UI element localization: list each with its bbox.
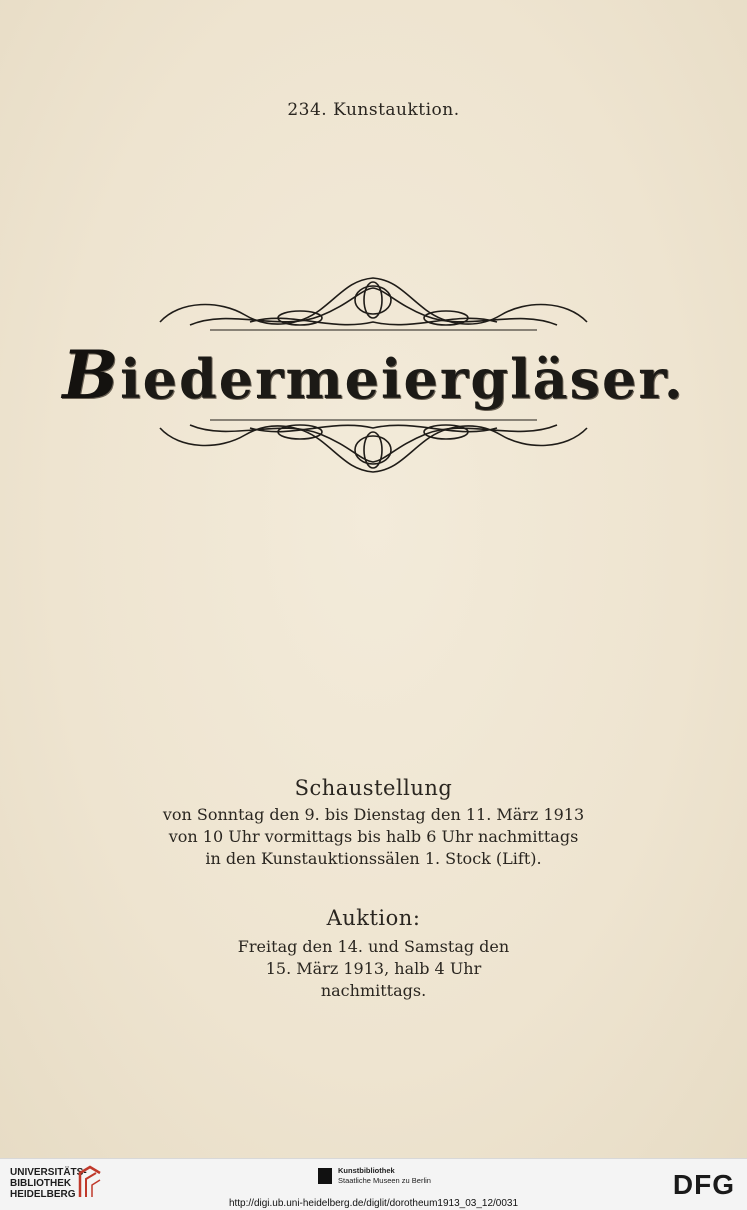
auction-line: nachmittags.	[320, 981, 427, 1000]
kunstbibliothek-logo[interactable]	[318, 1166, 431, 1186]
ornament-top-icon	[150, 270, 597, 340]
title-initial: B	[62, 336, 121, 414]
auction-block	[0, 906, 747, 1002]
exhibition-block	[0, 776, 747, 870]
page-header: 234. Kunstauktion.	[287, 100, 460, 120]
exhibition-heading: Schaustellung	[294, 776, 453, 800]
page-title	[0, 336, 747, 414]
kb-subtitle: Staatliche Museen zu Berlin	[338, 1176, 431, 1185]
footer-bar	[0, 1158, 747, 1210]
exhibition-line: von Sonntag den 9. bis Dienstag den 11. März 1913	[162, 805, 585, 824]
kunstbibliothek-mark-icon	[318, 1168, 332, 1184]
ornament-bottom-icon	[150, 410, 597, 480]
exhibition-line: von 10 Uhr vormittags bis halb 6 Uhr nachmittags	[168, 827, 579, 846]
dfg-logo[interactable]: DFG	[672, 1169, 735, 1200]
permalink-url[interactable]: http://digi.ub.uni-heidelberg.de/diglit/dorotheum1913_03_12/0031	[228, 1198, 519, 1209]
title-rest: iedermeiergläser.	[120, 347, 685, 411]
uni-logo-line: UNIVERSITÄTS-	[10, 1167, 87, 1178]
exhibition-line: in den Kunstauktionssälen 1. Stock (Lift).	[205, 849, 542, 868]
auction-heading: Auktion:	[326, 906, 421, 930]
auction-line: 15. März 1913, halb 4 Uhr	[265, 959, 482, 978]
uni-logo-line: HEIDELBERG	[10, 1189, 76, 1200]
auction-line: Freitag den 14. und Samstag den	[237, 937, 510, 956]
university-emblem-icon	[76, 1163, 104, 1201]
uni-logo-line: BIBLIOTHEK	[10, 1178, 72, 1189]
kb-name: Kunstbibliothek	[338, 1166, 395, 1175]
